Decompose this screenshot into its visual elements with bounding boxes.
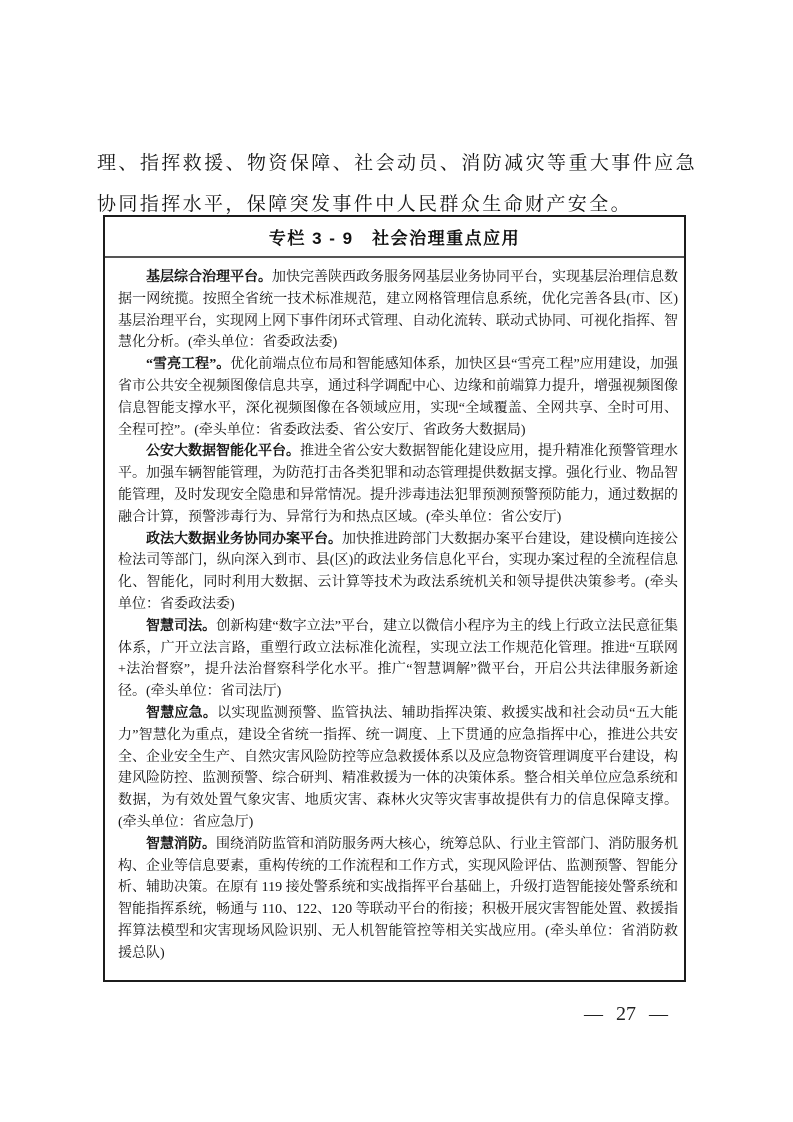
- paragraph-text: 以实现监测预警、监管执法、辅助指挥决策、救援实战和社会动员“五大能力”智慧化为重点，建设全省统一指挥、统一调度、上下贯通的应急指挥中心，推进公共安全、企业安全生产、自然灾害风险防控等应急救援体系以及应急物资管理调度平台建设，构建风险防控、监测预警、综合研判、精准救援为一体的决策体系。整合相关单位应急系统和数据，为有效处置气象灾害、地质灾害、森林火灾等灾害事故提供有力的信息保障支撑。(牵头单位：省应急厅): [118, 705, 679, 830]
- paragraph-text: 推进全省公安大数据智能化建设应用，提升精准化预警管理水平。加强车辆智能管理，为防范打击各类犯罪和动态管理提供数据支撑。强化行业、物品智能管理，及时发现安全隐患和异常情况。提升涉毒违法犯罪预测预警预防能力，通过数据的融合计算，预警涉毒行为、异常行为和热点区域。(牵头单位：省公安厅): [118, 444, 678, 525]
- paragraph-text: 围绕消防监管和消防服务两大核心，统筹总队、行业主管部门、消防服务机构、企业等信息要素，重构传统的工作流程和工作方式，实现风险评估、监测预警、智能分析、辅助决策。在原有 119 接处警系统和实战指挥平台基础上，升级打造智能接处警系统和智能指挥系统，畅通与 110、122、120 等联动平台的衔接；积极开展灾害智能处置、救援指挥算法模型和灾害现场风险识别、无人机智能管控等相关实战应用。(牵头单位：省消防救援总队): [118, 836, 678, 961]
- paragraph-text: 加快完善陕西政务服务网基层业务协同平台，实现基层治理信息数据一网统揽。按照全省统一技术标准规范，建立网格管理信息系统，优化完善各县(市、区)基层治理平台，实现网上网下事件闭环式管理、自动化流转、联动式协同、可视化指挥、智慧化分析。(牵头单位：省委政法委): [118, 270, 678, 351]
- paragraph-judicial-bigdata-platform: [118, 529, 678, 616]
- paragraph-text: 创新构建“数字立法”平台，建立以微信小程序为主的线上行政立法民意征集体系，广开立法言路，重塑行政立法标准化流程，实现立法工作规范化管理。推进“互联网+法治督察”，提升法治督察科学化水平。推广“智慧调解”微平台，开启公共法律服务新途径。(牵头单位：省司法厅): [118, 618, 679, 700]
- paragraph-sharp-eyes-project: [118, 354, 678, 441]
- paragraph-lead: 基层综合治理平台。: [146, 270, 272, 285]
- page-number-right-dash: —: [649, 1003, 668, 1025]
- paragraph-lead: 智慧消防。: [146, 836, 216, 852]
- column-panel: [103, 215, 686, 982]
- paragraph-grassroots-governance-platform: [118, 267, 678, 354]
- paragraph-smart-justice: [118, 616, 678, 703]
- paragraph-lead: 智慧司法。: [146, 618, 217, 634]
- paragraph-lead: 智慧应急。: [146, 705, 218, 721]
- panel-body: [105, 258, 684, 980]
- paragraph-smart-emergency: [118, 703, 678, 834]
- page-number: [566, 1003, 686, 1026]
- panel-title: 专栏 3 - 9 社会治理重点应用: [105, 217, 684, 258]
- page-number-value: 27: [616, 1003, 636, 1025]
- intro-paragraph: 理、指挥救援、物资保障、社会动员、消防减灾等重大事件应急协同指挥水平，保障突发事件中人民群众生命财产安全。: [97, 153, 697, 215]
- paragraph-smart-firefighting: [118, 834, 678, 965]
- paragraph-lead: 政法大数据业务协同办案平台。: [146, 531, 342, 547]
- paragraph-lead: “雪亮工程”。: [146, 357, 231, 373]
- page-number-left-dash: —: [584, 1003, 603, 1025]
- paragraph-lead: 公安大数据智能化平台。: [146, 444, 300, 460]
- paragraph-text: 加快推进跨部门大数据办案平台建设，建设横向连接公检法司等部门，纵向深入到市、县(区)的政法业务信息化平台，实现办案过程的全流程信息化、智能化，同时利用大数据、云计算等技术为政法系统机关和领导提供决策参考。(牵头单位：省委政法委): [118, 531, 678, 612]
- paragraph-text: 优化前端点位布局和智能感知体系，加快区县“雪亮工程”应用建设，加强省市公共安全视频图像信息共享，通过科学调配中心、边缘和前端算力提升，增强视频图像信息智能支撑水平，深化视频图像在各领域应用，实现“全域覆盖、全网共享、全时可用、全程可控”。(牵头单位：省委政法委、省公安厅、省政务大数据局): [118, 357, 678, 438]
- paragraph-police-bigdata-platform: [118, 441, 678, 528]
